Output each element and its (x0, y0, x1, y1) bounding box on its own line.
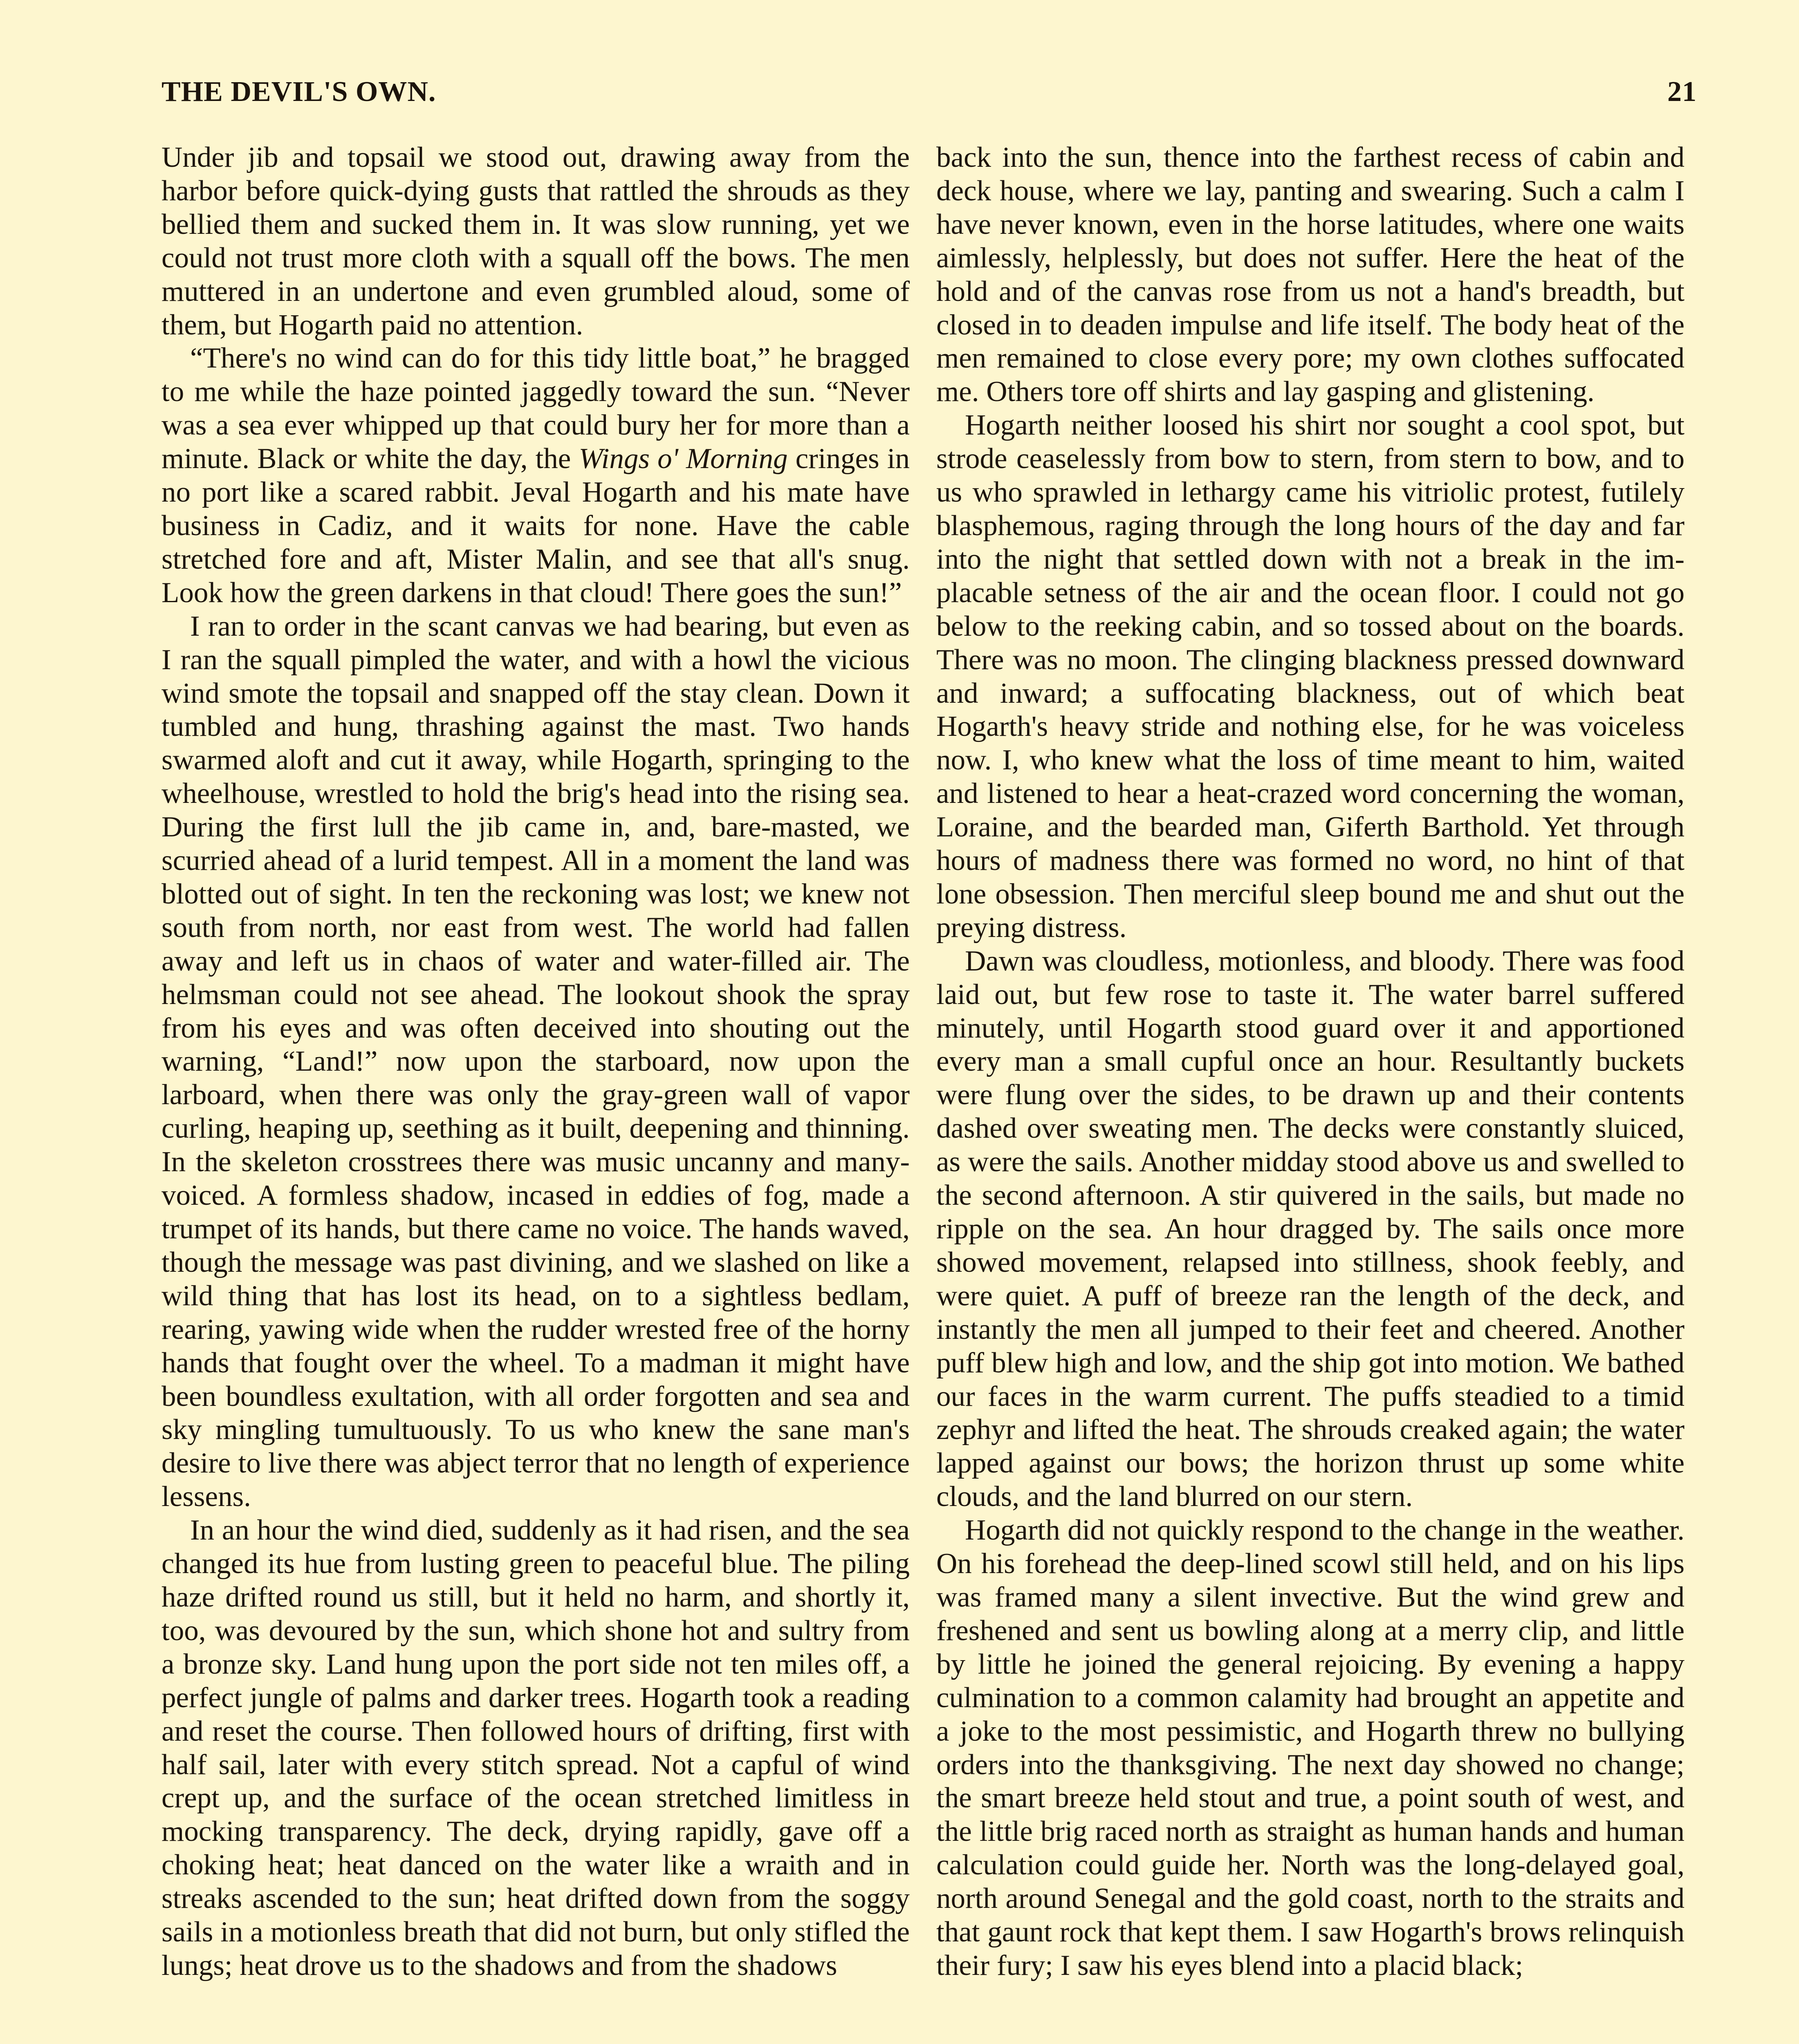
story-title: THE DEVIL'S OWN. (162, 76, 436, 108)
paragraph: Hogarth neither loosed his shirt nor sought a cool spot, but strode ceaselessly from bow to stern, from stern to bow, and to us who sprawled in lethargy came his vitriolic protest, futilely blasphemous, raging through the long hours of the day and far into the night that settled down with not a break in the implacable setness of the air and the ocean floor. I could not go below to the reeking cabin, and so tossed about on the boards. There was no moon. The clinging blackness pressed downward and inward; a suffocating blackness, out of which beat Hogarth's heavy stride and nothing else, for he was voiceless now. I, who knew what the loss of time meant to him, waited and listened to hear a heat-crazed word concerning the woman, Loraine, and the bearded man, Giferth Barthold. Yet through hours of madness there was formed no word, no hint of that lone obsession. Then merciful sleep bound me and shut out the preying distress. (936, 409, 1685, 944)
paragraph: Under jib and topsail we stood out, drawing away from the harbor before quick-dying gusts that rattled the shrouds as they bellied them and sucked them in. It was slow running, yet we could not trust more cloth with a squall off the bows. The men muttered in an undertone and even grumbled aloud, some of them, but Hogarth paid no attention. (162, 141, 910, 341)
paragraph: back into the sun, thence into the farthest recess of cabin and deck house, where we lay, panting and swearing. Such a calm I have never known, even in the horse latitudes, where one waits aimlessly, helplessly, but does not suffer. Here the heat of the hold and of the canvas rose from us not a hand's breadth, but closed in to deaden impulse and life itself. The body heat of the men remained to close every pore; my own clothes suffocated me. Others tore off shirts and lay gasping and glistening. (936, 141, 1685, 408)
paragraph: Hogarth did not quickly respond to the change in the weather. On his forehead the deep-lined scowl still held, and on his lips was framed many a silent invective. But the wind grew and freshened and sent us bowling along at a merry clip, and little by little he joined the general rejoicing. By evening a happy culmination to a common calamity had brought an appetite and a joke to the most pessimistic, and Hogarth threw no bullying orders into the thanksgiving. The next day showed no change; the smart breeze held stout and true, a point south of west, and the little brig raced north as straight as human hands and human calculation could guide her. North was the long-delayed goal, north around Senegal and the gold coast, north to the straits and that gaunt rock that kept them. I saw Hogarth's brows relinquish their fury; I saw his eyes blend into a placid black; (936, 1514, 1685, 1981)
ship-name: Wings o' Morning (579, 443, 788, 475)
paragraph: “There's no wind can do for this tidy little boat,” he bragged to me while the haze pointed jaggedly toward the sun. “Never was a sea ever whipped up that could bury her for more than a minute. Black or white the day, the Wings o' Morning cringes in no port like a scared rabbit. Jeval Hogarth and his mate have business in Cadiz, and it waits for none. Have the cable stretched fore and aft, Mister Malin, and see that all's snug. Look how the green darkens in that cloud! There goes the sun!” (162, 342, 910, 609)
right-column (936, 141, 1685, 1983)
running-head (162, 69, 1697, 114)
left-column (162, 141, 910, 1983)
page-number: 21 (1667, 76, 1697, 108)
paragraph: In an hour the wind died, suddenly as it had risen, and the sea changed its hue from lusting green to peaceful blue. The piling haze drifted round us still, but it held no harm, and shortly it, too, was devoured by the sun, which shone hot and sultry from a bronze sky. Land hung upon the port side not ten miles off, a perfect jungle of palms and darker trees. Hogarth took a reading and reset the course. Then followed hours of drifting, first with half sail, later with every stitch spread. Not a capful of wind crept up, and the surface of the ocean stretched limitless in mocking transparency. The deck, drying rapidly, gave off a choking heat; heat danced on the water like a wraith and in streaks ascended to the sun; heat drifted down from the soggy sails in a motionless breath that did not burn, but only stifled the lungs; heat drove us to the shadows and from the shadows (162, 1514, 910, 1981)
paragraph: I ran to order in the scant canvas we had bearing, but even as I ran the squall pimpled the water, and with a howl the vicious wind smote the topsail and snapped off the stay clean. Down it tumbled and hung, thrashing against the mast. Two hands swarmed aloft and cut it away, while Hogarth, springing to the wheelhouse, wrestled to hold the brig's head into the rising sea. During the first lull the jib came in, and, bare-masted, we scurried ahead of a lurid tempest. All in a moment the land was blotted out of sight. In ten the reckoning was lost; we knew not south from north, nor east from west. The world had fallen away and left us in chaos of water and water-filled air. The helmsman could not see ahead. The lookout shook the spray from his eyes and was often deceived into shouting out the warning, “Land!” now upon the starboard, now upon the larboard, when there was only the gray-green wall of vapor curling, heaping up, seething as it built, deepening and thinning. In the skeleton crosstrees there was music uncanny and many-voiced. A formless shadow, incased in eddies of fog, made a trumpet of its hands, but there came no voice. The hands waved, though the message was past divining, and we slashed on like a wild thing that has lost its head, on to a sightless bedlam, rearing, yawing wide when the rudder wrested free of the horny hands that fought over the wheel. To a madman it might have been boundless exultation, with all order forgotten and sea and sky mingling tumultuously. To us who knew the sane man's desire to live there was abject terror that no length of experience lessens. (162, 610, 910, 1513)
paragraph: Dawn was cloudless, motionless, and bloody. There was food laid out, but few rose to taste it. The water barrel suffered minutely, until Hogarth stood guard over it and apportioned every man a small cupful once an hour. Resultantly buckets were flung over the sides, to be drawn up and their contents dashed over sweating men. The decks were constantly sluiced, as were the sails. Another midday stood above us and swelled to the second afternoon. A stir quivered in the sails, but made no ripple on the sea. An hour dragged by. The sails once more showed movement, relapsed into stillness, shook feebly, and were quiet. A puff of breeze ran the length of the deck, and instantly the men all jumped to their feet and cheered. Another puff blew high and low, and the ship got into motion. We bathed our faces in the warm current. The puffs steadied to a timid zephyr and lifted the heat. The shrouds creaked again; the water lapped against our bows; the horizon thrust up some white clouds, and the land blurred on our stern. (936, 945, 1685, 1513)
